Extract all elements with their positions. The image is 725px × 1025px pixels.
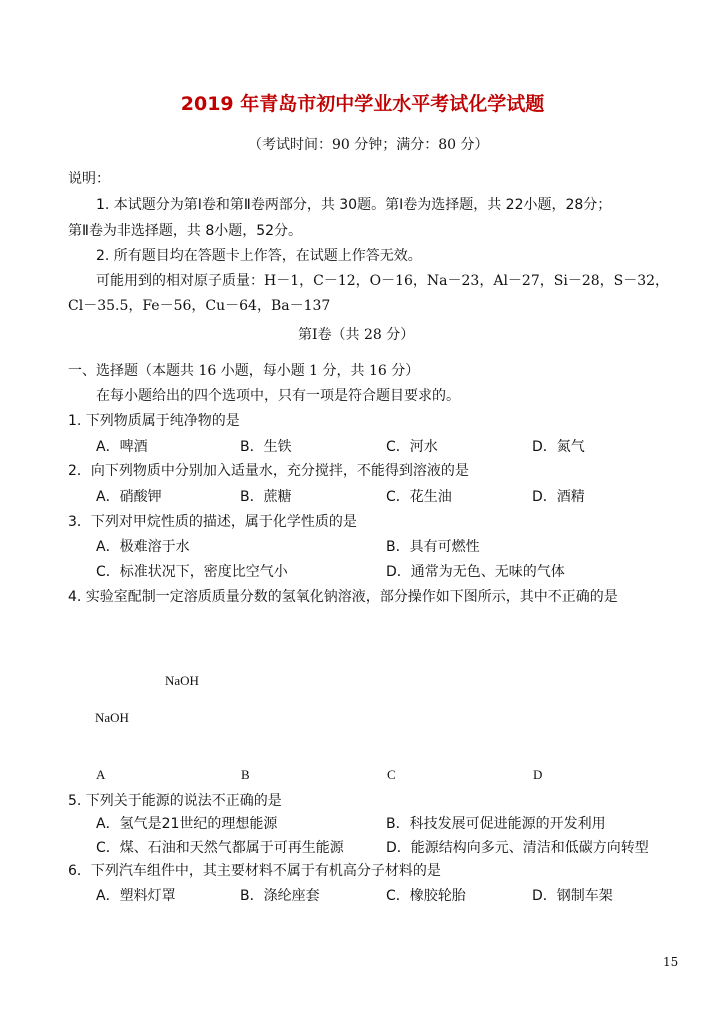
instructions-heading: 说明：	[68, 171, 110, 187]
option-a: A．硝酸钾	[96, 489, 162, 505]
atomic-masses-line-2: Cl－35.5，Fe－56，Cu－64，Ba－137	[68, 298, 331, 314]
page-number: 15	[663, 955, 679, 969]
option-d: D．能源结构向多元、清洁和低碳方向转型	[386, 840, 649, 856]
section-heading: 一、选择题（本题共 16 小题，每小题 1 分，共 16 分）	[68, 363, 420, 379]
question-stem: 3．下列对甲烷性质的描述，属于化学性质的是	[68, 514, 357, 530]
option-b: B．生铁	[240, 439, 292, 455]
option-b: B．涤纶座套	[240, 888, 320, 904]
instruction-2: 2. 所有题目均在答题卡上作答，在试题上作答无效。	[96, 248, 422, 264]
figure-label-naoh: NaOH	[95, 710, 129, 725]
option-d: D．氮气	[532, 439, 585, 455]
option-c: C．花生油	[386, 489, 452, 505]
question-stem: 1. 下列物质属于纯净物的是	[68, 413, 240, 429]
option-b: B．科技发展可促进能源的开发利用	[386, 816, 606, 832]
figure-option-d: D	[533, 767, 543, 782]
question-stem: 2．向下列物质中分别加入适量水，充分搅拌，不能得到溶液的是	[68, 463, 469, 479]
option-c: C．标准状况下，密度比空气小	[96, 564, 288, 580]
question-stem: 5. 下列关于能源的说法不正确的是	[68, 793, 282, 809]
instruction-1-line-2: 第Ⅱ卷为非选择题，共 8小题，52分。	[68, 223, 303, 239]
option-a: A．啤酒	[96, 439, 148, 455]
question-stem: 4. 实验室配制一定溶质质量分数的氢氧化钠溶液，部分操作如下图所示，其中不正确的是	[68, 589, 618, 605]
page-title: 2019 年青岛市初中学业水平考试化学试题	[180, 93, 545, 115]
instruction-1-line-1: 1. 本试题分为第Ⅰ卷和第Ⅱ卷两部分，共 30题。第Ⅰ卷为选择题，共 22小题，28分；	[96, 197, 612, 213]
option-a: A．极难溶于水	[96, 539, 190, 555]
option-a: A．塑料灯罩	[96, 888, 176, 904]
figure-option-b: B	[241, 767, 250, 782]
option-a: A．氢气是21世纪的理想能源	[96, 816, 278, 832]
option-d: D．钢制车架	[532, 888, 613, 904]
figure-label-naoh: NaOH	[165, 673, 199, 688]
option-d: D．酒精	[532, 489, 585, 505]
option-b: B．具有可燃性	[386, 539, 480, 555]
option-c: C．橡胶轮胎	[386, 888, 466, 904]
option-c: C．河水	[386, 439, 438, 455]
option-c: C．煤、石油和天然气都属于可再生能源	[96, 840, 344, 856]
section-note: 在每小题给出的四个选项中，只有一项是符合题目要求的。	[96, 388, 460, 404]
option-d: D．通常为无色、无味的气体	[386, 564, 565, 580]
figure-option-a: A	[96, 767, 106, 782]
option-b: B．蔗糖	[240, 489, 292, 505]
part-heading: 第Ⅰ卷（共 28 分）	[298, 327, 415, 343]
atomic-masses-line-1: 可能用到的相对原子质量：H－1，C－12，O－16，Na－23，Al－27，Si－28，S－32，	[96, 273, 670, 289]
question-stem: 6．下列汽车组件中，其主要材料不属于有机高分子材料的是	[68, 863, 441, 879]
figure-option-c: C	[387, 767, 396, 782]
exam-info: （考试时间：90 分钟；满分：80 分）	[248, 137, 489, 153]
